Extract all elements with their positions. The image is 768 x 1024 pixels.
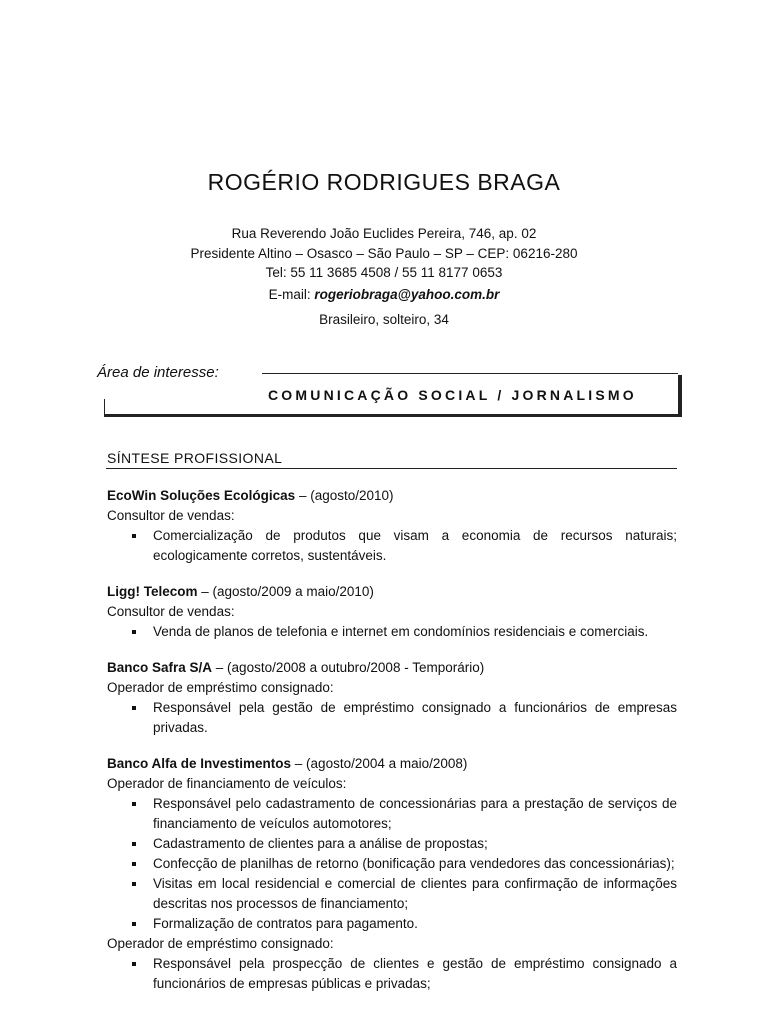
job-entry <box>107 754 677 994</box>
responsibility-item: Comercialização de produtos que visam a economia de recursos naturais; ecologicamente corretos, sustentáveis. <box>107 526 677 566</box>
job-heading <box>107 754 677 774</box>
responsibility-item: Responsável pela gestão de empréstimo consignado a funcionários de empresas privadas. <box>107 698 677 738</box>
area-box-right-border <box>678 375 682 416</box>
candidate-name: ROGÉRIO RODRIGUES BRAGA <box>207 169 561 195</box>
area-box-top-border <box>262 373 678 374</box>
company-name: Ligg! Telecom <box>107 584 198 599</box>
area-box-bottom-border <box>104 414 682 417</box>
phone-line: Tel: 55 11 3685 4508 / 55 11 8177 0653 <box>265 265 503 280</box>
responsibility-list <box>107 954 677 994</box>
responsibility-list <box>107 526 677 566</box>
email-label: E-mail: <box>268 287 315 302</box>
responsibility-list <box>107 794 677 934</box>
job-heading <box>107 486 677 506</box>
area-of-interest-label: Área de interesse: <box>97 364 219 381</box>
company-name: Banco Safra S/A <box>107 660 213 675</box>
responsibility-item: Formalização de contratos para pagamento. <box>107 914 677 934</box>
address-line-2: Presidente Altino – Osasco – São Paulo – SP – CEP: 06216-280 <box>190 246 578 261</box>
email-line <box>0 285 768 305</box>
job-period: – (agosto/2004 a maio/2008) <box>291 756 468 771</box>
job-role: Consultor de vendas: <box>107 508 235 523</box>
job-period: – (agosto/2009 a maio/2010) <box>197 584 374 599</box>
responsibility-item: Cadastramento de clientes para a análise de propostas; <box>107 834 677 854</box>
area-of-interest-title: COMUNICAÇÃO SOCIAL / JORNALISMO <box>268 387 637 403</box>
responsibility-item: Responsável pelo cadastramento de concessionárias para a prestação de serviços de financiamento de veículos automotores; <box>107 794 677 834</box>
job-entry <box>107 582 677 642</box>
responsibility-item: Confecção de planilhas de retorno (bonificação para vendedores das concessionárias); <box>107 854 677 874</box>
job-period: – (agosto/2008 a outubro/2008 - Temporário) <box>212 660 485 675</box>
job-role: Operador de empréstimo consignado: <box>107 936 334 951</box>
job-entry <box>107 486 677 566</box>
job-entry <box>107 658 677 738</box>
job-heading <box>107 658 677 678</box>
job-role: Consultor de vendas: <box>107 604 235 619</box>
job-role: Operador de empréstimo consignado: <box>107 680 334 695</box>
job-role: Operador de financiamento de veículos: <box>107 776 347 791</box>
email-link[interactable]: rogeriobraga@yahoo.com.br <box>314 287 500 302</box>
job-heading <box>107 582 677 602</box>
job-period: – (agosto/2010) <box>295 488 394 503</box>
section-title: SÍNTESE PROFISSIONAL <box>107 450 283 466</box>
responsibility-list <box>107 698 677 738</box>
responsibility-item: Visitas em local residencial e comercial de clientes para confirmação de informações descritas nos processos de financiamento; <box>107 874 677 914</box>
personal-info: Brasileiro, solteiro, 34 <box>319 312 449 327</box>
company-name: Banco Alfa de Investimentos <box>107 756 292 771</box>
section-divider <box>106 468 677 469</box>
company-name: EcoWin Soluções Ecológicas <box>107 488 296 503</box>
responsibility-item: Venda de planos de telefonia e internet em condomínios residenciais e comerciais. <box>107 622 677 642</box>
experience-list <box>107 486 677 1010</box>
responsibility-item: Responsável pela prospecção de clientes e gestão de empréstimo consignado a funcionários de empresas públicas e privadas; <box>107 954 677 994</box>
responsibility-list <box>107 622 677 642</box>
address-line-1: Rua Reverendo João Euclides Pereira, 746, ap. 02 <box>231 226 537 241</box>
